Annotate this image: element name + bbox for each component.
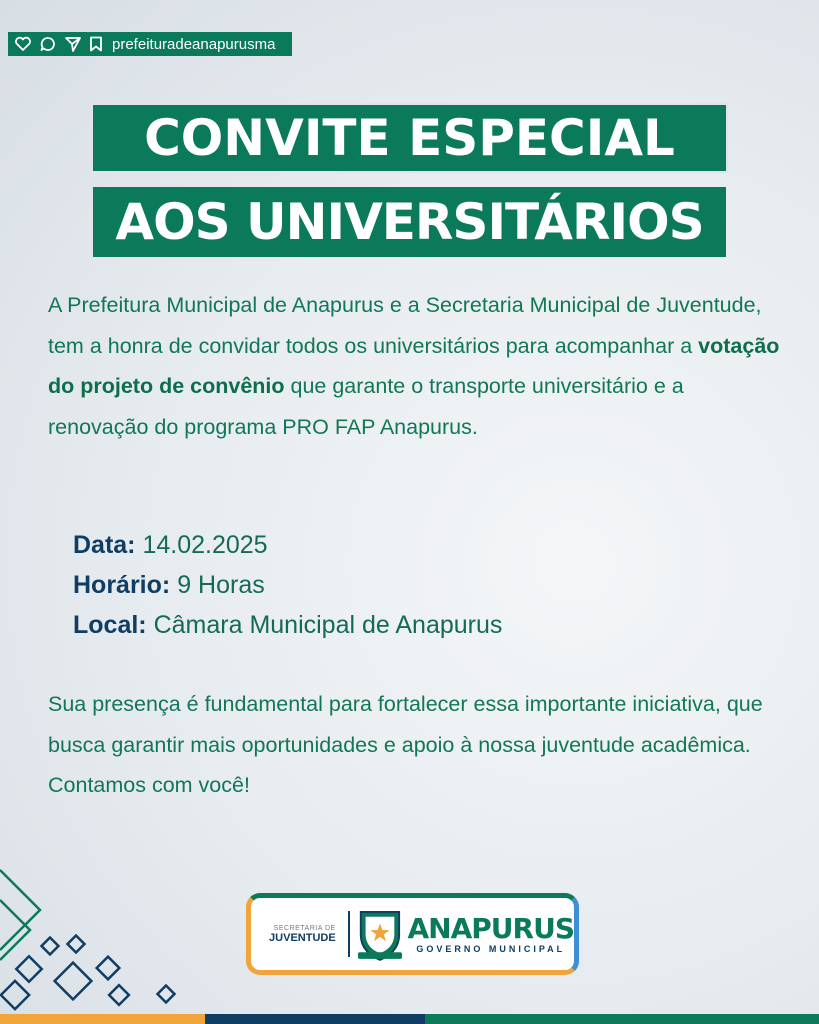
time-value: 9 Horas [177,571,265,599]
title-line-1: CONVITE ESPECIAL [93,105,726,171]
closing-paragraph [48,684,788,806]
account-handle[interactable]: prefeituradeanapurusma [112,35,276,53]
event-details [73,525,502,645]
place-label: Local: [73,611,147,639]
intro-highlight: votação do projeto de convênio [48,333,780,399]
send-icon[interactable] [64,36,82,52]
brand-block [408,914,575,954]
strip-orange [0,1014,205,1024]
secretaria-small-text: SECRETARIA DE [273,924,336,932]
municipal-logo-card [246,893,579,975]
date-label: Data: [73,531,136,559]
logo-divider [348,911,350,957]
social-bar [8,32,292,56]
place-value: Câmara Municipal de Anapurus [153,611,503,639]
strip-green [425,1014,819,1024]
bookmark-icon[interactable] [89,36,103,52]
time-row [73,565,502,605]
brand-name: ANAPURUS [407,912,575,945]
place-row [73,605,502,645]
intro-paragraph [48,285,788,447]
date-value: 14.02.2025 [142,531,268,559]
strip-navy [205,1014,425,1024]
heart-icon[interactable] [14,36,32,52]
date-row [73,525,502,565]
closing-text: Sua presença é fundamental para fortalecer essa importante iniciativa, que busca garantir mais oportunidades e apoio à nossa juventude acadêmica. [48,692,763,757]
comment-icon[interactable] [39,36,57,52]
time-label: Horário: [73,571,171,599]
closing-signoff: Contamos com você! [48,773,250,798]
title-line-2: AOS UNIVERSITÁRIOS [93,187,726,257]
intro-text-b: que garante o transporte universitário e a renovação do programa PRO FAP Anapurus. [48,374,684,439]
secretaria-name: JUVENTUDE [269,931,336,944]
coat-of-arms-icon [356,905,404,963]
diamond-decoration [0,860,200,1015]
brand-subtitle: GOVERNO MUNICIPAL [416,944,566,954]
bottom-color-strip [0,1014,819,1024]
secretaria-block [259,925,336,944]
intro-text-a: A Prefeitura Municipal de Anapurus e a Secretaria Municipal de Juventude, tem a honra de convidar todos os universitários para acompanhar a [48,293,762,358]
